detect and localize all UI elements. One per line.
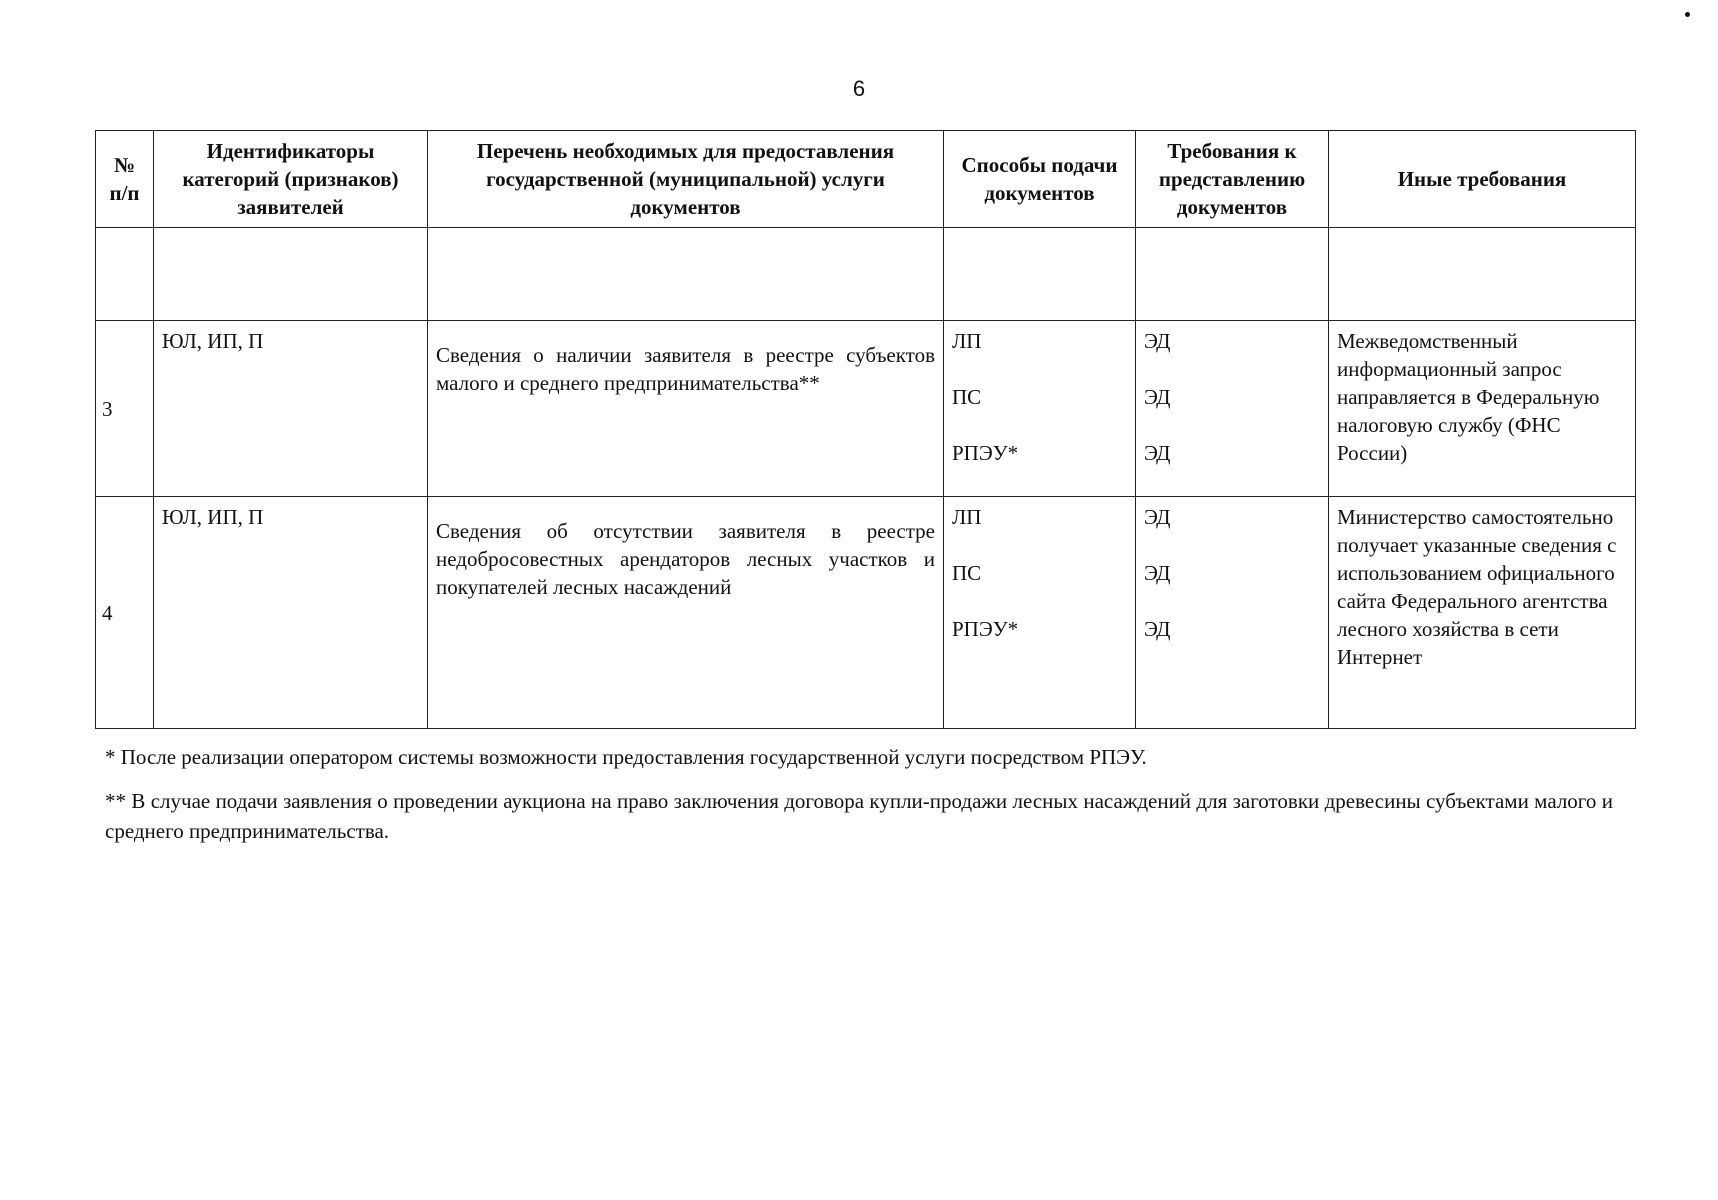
documents-table [95, 130, 1636, 729]
requirement-item: ЭД [1144, 505, 1171, 529]
empty-cell [428, 228, 944, 321]
empty-cell [1329, 228, 1636, 321]
method-item: РПЭУ* [952, 617, 1019, 641]
page-number: 6 [852, 76, 866, 101]
row-identifiers: ЮЛ, ИП, П [154, 497, 428, 729]
table-row-empty [96, 228, 1636, 321]
requirement-item: ЭД [1144, 561, 1171, 585]
row-methods [944, 321, 1136, 497]
requirement-item: ЭД [1144, 385, 1171, 409]
method-item: ПС [952, 385, 982, 409]
row-other: Межведомственный информационный запрос направляется в Федеральную налоговую службу (ФНС России) [1329, 321, 1636, 497]
empty-cell [944, 228, 1136, 321]
header-methods: Способы подачи документов [944, 131, 1136, 228]
requirement-item: ЭД [1144, 617, 1171, 641]
requirement-item: ЭД [1144, 441, 1171, 465]
method-item: РПЭУ* [952, 441, 1019, 465]
empty-cell [154, 228, 428, 321]
empty-cell [1136, 228, 1329, 321]
header-num: № п/п [96, 131, 154, 228]
header-identifiers: Идентификаторы категорий (признаков) заявителей [154, 131, 428, 228]
header-documents: Перечень необходимых для предоставления государственной (муниципальной) услуги документов [428, 131, 944, 228]
footnote-single-asterisk: * После реализации оператором системы возможности предоставления государственной услуги посредством РПЭУ. [105, 745, 1147, 769]
row-requirements [1136, 321, 1329, 497]
header-requirements: Требования к представлению документов [1136, 131, 1329, 228]
row-other: Министерство самостоятельно получает указанные сведения с использованием официального сайта Федерального агентства лесного хозяйства в сети Интернет [1329, 497, 1636, 729]
row-document: Сведения о наличии заявителя в реестре субъектов малого и среднего предпринимательства** [428, 321, 944, 497]
row-requirements [1136, 497, 1329, 729]
table-row [96, 321, 1636, 497]
requirement-item: ЭД [1144, 329, 1171, 353]
method-item: ПС [952, 561, 982, 585]
row-identifiers: ЮЛ, ИП, П [154, 321, 428, 497]
method-item: ЛП [952, 505, 982, 529]
method-item: ЛП [952, 329, 982, 353]
scan-dot [1685, 12, 1690, 17]
footnote-double-asterisk: ** В случае подачи заявления о проведении аукциона на право заключения договора купли-продажи лесных насаждений для заготовки древесины субъектами малого и среднего предпринимательства. [105, 789, 1613, 843]
table-header-row [96, 131, 1636, 228]
row-number: 3 [96, 321, 154, 497]
empty-cell [96, 228, 154, 321]
header-other: Иные требования [1329, 131, 1636, 228]
table-row [96, 497, 1636, 729]
row-methods [944, 497, 1136, 729]
row-document: Сведения об отсутствии заявителя в реестре недобросовестных арендаторов лесных участков и покупателей лесных насаждений [428, 497, 944, 729]
row-number: 4 [96, 497, 154, 729]
